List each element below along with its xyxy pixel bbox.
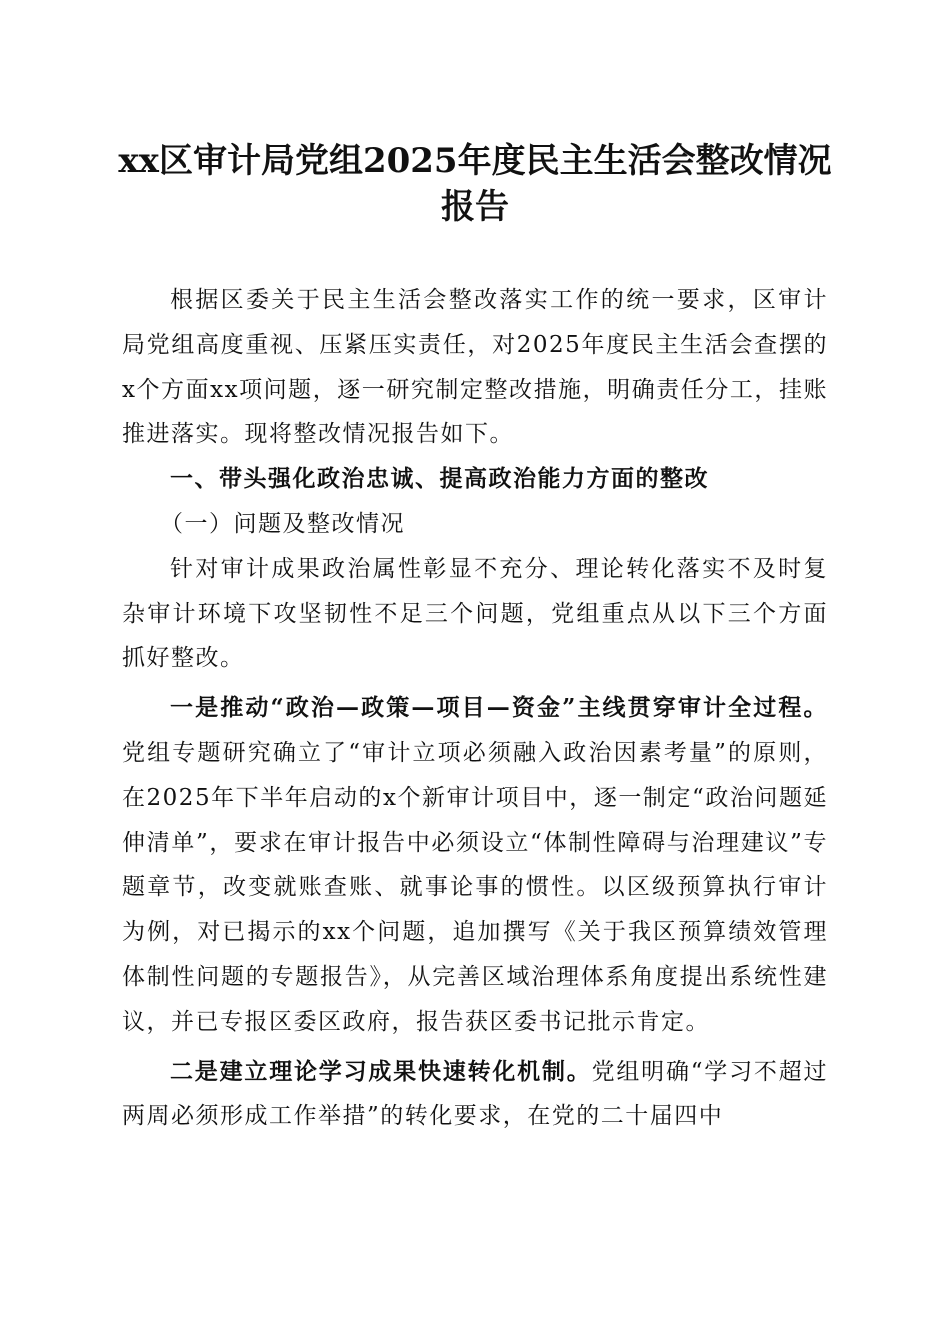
measure-one-lead: 一是推动“政治—政策—项目—资金”主线贯穿审计全过程。 bbox=[170, 694, 828, 722]
measure-two-text: 党组明确“学习不超过两周必须形成工作举措”的转化要求，在党的二十届四中 bbox=[122, 1058, 828, 1130]
measure-two-lead: 二是建立理论学习成果快速转化机制。 bbox=[170, 1057, 592, 1085]
measure-two-paragraph bbox=[122, 1050, 828, 1140]
problem-paragraph: 针对审计成果政治属性彰显不充分、理论转化落实不及时复杂审计环境下攻坚韧性不足三个问题，党组重点从以下三个方面抓好整改。 bbox=[122, 555, 828, 672]
document-body bbox=[122, 278, 828, 1139]
measure-one-paragraph bbox=[122, 686, 828, 1044]
measure-one-text: 党组专题研究确立了“审计立项必须融入政治因素考量”的原则，在2025年下半年启动的x个新审计项目中，逐一制定“政治问题延伸清单”，要求在审计报告中必须设立“体制性障碍与治理建议”专题章节，改变就账查账、就事论事的惯性。以区级预算执行审计为例，对已揭示的xx个问题，追加撰写《关于我区预算绩效管理体制性问题的专题报告》，从完善区域治理体系角度提出系统性建议，并已专报区委区政府，报告获区委书记批示肯定。 bbox=[122, 739, 828, 1035]
intro-paragraph: 根据区委关于民主生活会整改落实工作的统一要求，区审计局党组高度重视、压紧压实责任，对2025年度民主生活会查摆的x个方面xx项问题，逐一研究制定整改措施，明确责任分工，挂账推进落实。现将整改情况报告如下。 bbox=[122, 287, 828, 448]
section-heading: 一、带头强化政治忠诚、提高政治能力方面的整改 bbox=[170, 466, 709, 493]
document-title: xx区审计局党组2025年度民主生活会整改情况报告 bbox=[118, 141, 832, 227]
subsection-heading: （一）问题及整改情况 bbox=[160, 510, 405, 537]
